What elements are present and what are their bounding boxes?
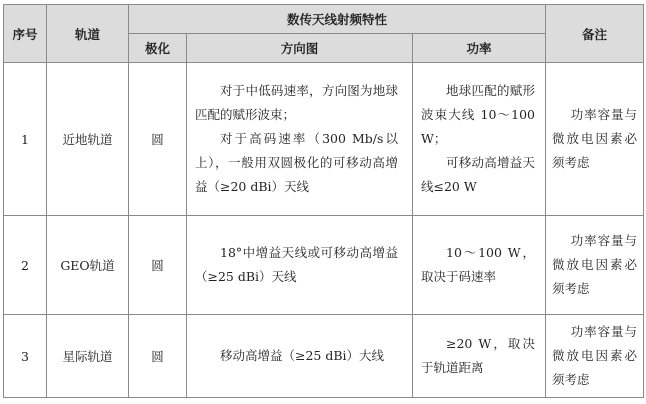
row-polarization: 圆 (129, 63, 187, 216)
pattern-text: 移动高增益（≥25 dBi）大线 (220, 348, 385, 364)
power-text: 10～100 W，取决于码速率 (421, 245, 535, 285)
header-index: 序号 (4, 5, 47, 63)
row-orbit: GEO轨道 (47, 216, 129, 315)
pattern-text: 对于高码速率（300 Mb/s以上），一般用双圆极化的可移动高增益（≥20 dBi）天线 (195, 131, 398, 195)
header-row-top (4, 5, 644, 34)
row-orbit: 近地轨道 (47, 63, 129, 216)
table-row (4, 216, 644, 315)
header-rf-group: 数传天线射频特性 (129, 5, 546, 34)
row-index: 3 (4, 315, 47, 398)
pattern-text: 对于中低码速率，方向图为地球匹配的赋形波束； (195, 83, 398, 123)
header-polarization: 极化 (129, 34, 187, 63)
header-orbit: 轨道 (47, 5, 129, 63)
row-notes (546, 63, 644, 216)
header-power: 功率 (413, 34, 546, 63)
row-index: 1 (4, 63, 47, 216)
header-pattern: 方向图 (187, 34, 413, 63)
row-power (413, 63, 546, 216)
row-polarization: 圆 (129, 315, 187, 398)
table-row (4, 315, 644, 398)
row-orbit: 星际轨道 (47, 315, 129, 398)
row-power (413, 315, 546, 398)
header-notes: 备注 (546, 5, 644, 63)
table-row (4, 63, 644, 216)
rf-characteristics-table (3, 4, 644, 398)
row-notes (546, 216, 644, 315)
notes-text: 功率容量与微放电因素必须考虑 (552, 324, 637, 388)
row-index: 2 (4, 216, 47, 315)
row-polarization: 圆 (129, 216, 187, 315)
row-pattern (187, 63, 413, 216)
notes-text: 功率容量与微放电因素必须考虑 (552, 233, 637, 297)
power-text: 可移动高增益天线≤20 W (421, 155, 535, 195)
power-text: ≥20 W，取决于轨道距离 (421, 336, 535, 376)
row-pattern (187, 315, 413, 398)
power-text: 地球匹配的赋形波束大线 10～100 W； (421, 83, 535, 147)
row-pattern (187, 216, 413, 315)
pattern-text: 18°中增益天线或可移动高增益（≥25 dBi）天线 (195, 245, 398, 285)
row-notes (546, 315, 644, 398)
notes-text: 功率容量与微放电因素必须考虑 (552, 107, 637, 171)
row-power (413, 216, 546, 315)
